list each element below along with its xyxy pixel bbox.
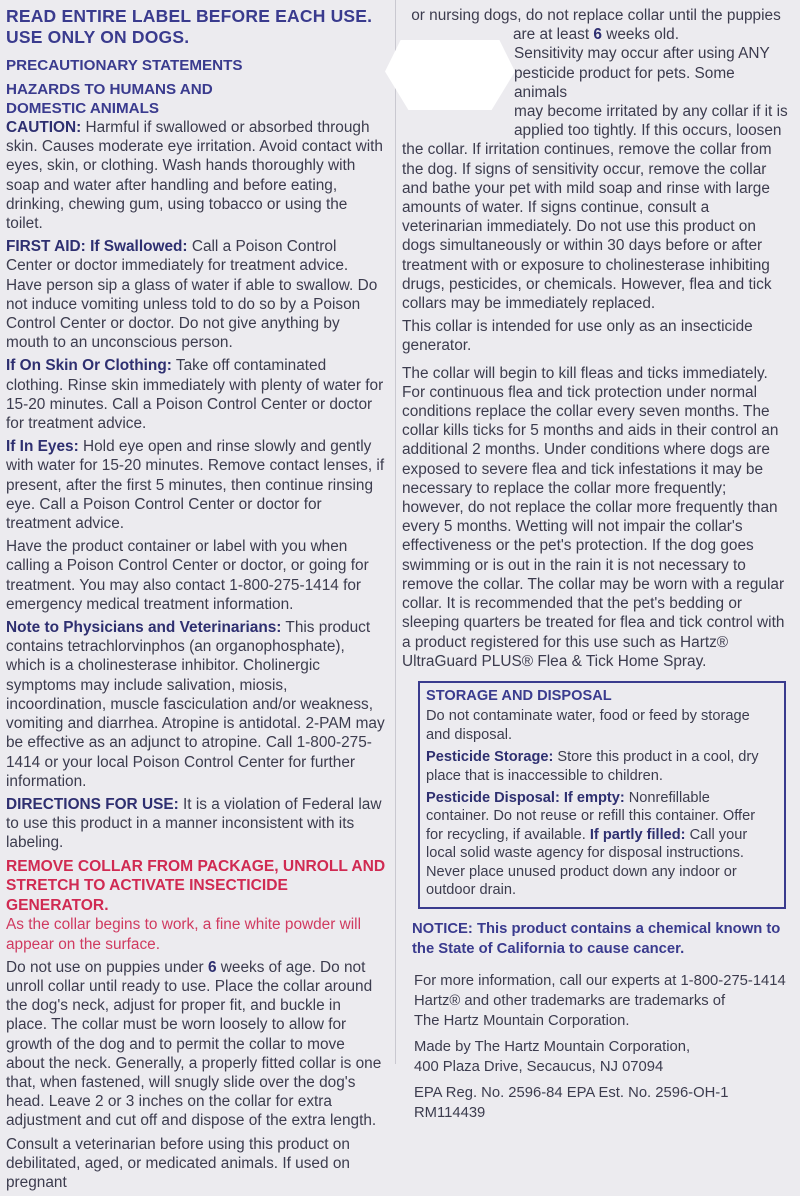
powder-note: As the collar begins to work, a fine white powder will appear on the surface.	[6, 916, 362, 953]
consult-paragraph: Consult a veterinarian before using this product on debilitated, aged, or medicated animals. If used on pregnant	[6, 1135, 350, 1191]
made-line-2: 400 Plaza Drive, Secaucus, NJ 07094	[414, 1059, 664, 1076]
kill-paragraph: The collar will begin to kill fleas and ticks immediately. For continuous flea and tick protection under normal conditions replace the collar every seven months. The collar kills ticks for 5 months and aids in their control an additional 2 months. Under conditions where dogs are exposed to severe flea and tick infestations it may be necessary to replace the collar more frequently; however, do not replace the collar more frequently than every 5 months. Wetting will not impair the collar's effectiveness or the pet's protection. If the dog goes swimming or is out in the rain it is not necessary to remove the collar. The collar may be worn with a regular collar. It is recommended that the pet's bedding or sleeping quarters be treated for flea and tick control with a product registered for this use such as Hartz® UltraGuard PLUS® Flea & Tick Home Spray.	[402, 364, 785, 670]
storage-disposal-box	[418, 681, 786, 909]
eyes-label: If In Eyes:	[6, 438, 79, 456]
sensitivity-block	[402, 44, 790, 313]
nursing-line-2	[402, 25, 790, 44]
company-info	[414, 971, 790, 1123]
info-line-3: The Hartz Mountain Corporation.	[414, 1013, 630, 1030]
eyes-text: Hold eye open and rinse slowly and gently with water for 15-20 minutes. Remove contact lenses, if present, after the first 5 minutes, then continue rinsing eye. Call a Poison Control Center or doctor for treatment advice.	[6, 438, 385, 533]
caution-text: Harmful if swallowed or absorbed through skin. Causes moderate eye irritation. Avoid contact with eyes, skin, or clothing. Wash hands thoroughly with soap and water after handling and before eating, drinking, chewing gum, using tobacco or using the toilet.	[6, 119, 383, 233]
storage-contaminate: Do not contaminate water, food or feed by storage and disposal.	[426, 708, 750, 743]
skin-label: If On Skin Or Clothing:	[6, 357, 172, 375]
caution-paragraph	[6, 118, 386, 233]
puppies-post: weeks of age. Do not unroll collar until ready to use. Place the collar around the dog's neck, adjust for proper fit, and buckle in place. The collar must be worn loosely to allow for growth of the dog and to permit the collar to move about the neck. Generally, a properly fitted collar is one that, when fastened, will snugly slide over the dog's head. Leave 2 or 3 inches on the collar for extra adjustment and cut off and dispose of the extra length.	[6, 958, 382, 1130]
heading-precautionary: PRECAUTIONARY STATEMENTS	[6, 57, 243, 74]
skin-paragraph	[6, 356, 386, 433]
physicians-text: This product contains tetrachlorvinphos (an organophosphate), which is a cholinesterase inhibitor. Cholinergic symptoms may include salivation, miosis, incoordination, muscle fasciculation and/or weakness, vomiting and diarrhea. Atropine is antidotal. 2-PAM may be effective as an adjunct to atropine. Call 1-800-275-1414 or your local Poison Control Center for further information.	[6, 619, 385, 790]
nursing-weeks: 6	[593, 26, 602, 44]
partly-text: Call your local solid waste agency for disposal instructions. Never place unused product down any indoor or outdoor drain.	[426, 826, 748, 898]
info-line-2: Hartz® and other trademarks are trademarks of	[414, 993, 726, 1010]
info-line-1: For more information, call our experts at 1-800-275-1414	[414, 973, 786, 990]
puppies-paragraph	[6, 958, 386, 1131]
sens-line-2: pesticide product for pets. Some animals	[514, 64, 735, 101]
nursing-post: weeks old.	[601, 26, 679, 44]
directions-label: DIRECTIONS FOR USE:	[6, 795, 179, 813]
physicians-label: Note to Physicians and Veterinarians:	[6, 619, 282, 637]
puppies-weeks: 6	[207, 958, 217, 976]
disposal-text: Nonrefillable container. Do not reuse or refill this container. Offer for recycling, if available.	[426, 789, 756, 843]
directions-text: It is a violation of Federal law to use this product in a manner inconsistent with its labeling.	[6, 795, 382, 852]
heading-read-label: READ ENTIRE LABEL BEFORE EACH USE.	[6, 6, 373, 26]
nursing-pre: are at least	[513, 26, 594, 44]
skin-text: Take off contaminated clothing. Rinse skin immediately with plenty of water for 15-20 minutes. Call a Poison Control Center or doctor for treatment advice.	[6, 357, 384, 433]
storage-text: Store this product in a cool, dry place that is inaccessible to children.	[426, 749, 759, 784]
caution-label: CAUTION:	[6, 119, 82, 136]
storage-title: STORAGE AND DISPOSAL	[426, 687, 612, 704]
storage-label: Pesticide Storage:	[426, 749, 554, 766]
nursing-line-1: or nursing dogs, do not replace collar until the puppies	[411, 7, 781, 24]
sens-line-3: may become irritated by any collar if it is	[514, 103, 788, 121]
first-aid-label: FIRST AID: If Swallowed:	[6, 238, 188, 256]
directions-paragraph	[6, 795, 386, 853]
sens-line-4: applied too tightly. If this occurs, loosen	[514, 122, 782, 140]
heading-hazards-2: DOMESTIC ANIMALS	[6, 100, 159, 117]
first-aid-text: Call a Poison Control Center or doctor immediately for treatment advice. Have person sip a glass of water if able to swallow. Do not induce vomiting unless told to do so by a Poison Control Center or doctor. Do not give anything by mouth to an unconscious person.	[6, 238, 378, 352]
physicians-paragraph	[6, 618, 386, 791]
sens-line-1: Sensitivity may occur after using ANY	[514, 45, 770, 63]
disposal-label: Pesticide Disposal: If empty:	[426, 789, 625, 806]
disposal-paragraph	[426, 789, 776, 899]
remove-collar-warning: REMOVE COLLAR FROM PACKAGE, UNROLL AND STRETCH TO ACTIVATE INSECTICIDE GENERATOR.	[6, 857, 386, 914]
heading-hazards-1: HAZARDS TO HUMANS AND	[6, 81, 213, 98]
made-line-1: Made by The Hartz Mountain Corporation,	[414, 1039, 691, 1056]
intended-paragraph: This collar is intended for use only as an insecticide generator.	[402, 318, 753, 355]
rm-code: RM114439	[414, 1105, 486, 1122]
first-aid-paragraph	[6, 237, 386, 352]
container-paragraph: Have the product container or label with you when calling a Poison Control Center or doctor, or going for treatment. You may also contact 1-800-275-1414 for emergency medical treatment information.	[6, 538, 369, 613]
storage-paragraph	[426, 748, 776, 785]
epa-line: EPA Reg. No. 2596-84 EPA Est. No. 2596-OH-1	[414, 1085, 729, 1102]
column-divider	[395, 0, 396, 1064]
left-column	[0, 0, 392, 1196]
california-notice: NOTICE: This product contains a chemical known to the State of California to cause cancer.	[412, 921, 781, 958]
puppies-pre: Do not use on puppies under	[6, 958, 208, 976]
sens-rest: the collar. If irritation continues, remove the collar from the dog. If signs of sensitivity occur, remove the collar and bathe your pet with mild soap and rinse with large amounts of water. If signs continue, consult a veterinarian immediately. Do not use this product on dogs simultaneously or within 30 days before or after treatment with or exposure to cholinesterase inhibiting drugs, pesticides, or chemicals. However, flea and tick collars may be immediately replaced.	[402, 141, 772, 313]
eyes-paragraph	[6, 437, 386, 533]
heading-use-only-dogs: USE ONLY ON DOGS.	[6, 27, 190, 47]
partly-label: If partly filled:	[589, 826, 686, 843]
right-column	[398, 0, 794, 1123]
